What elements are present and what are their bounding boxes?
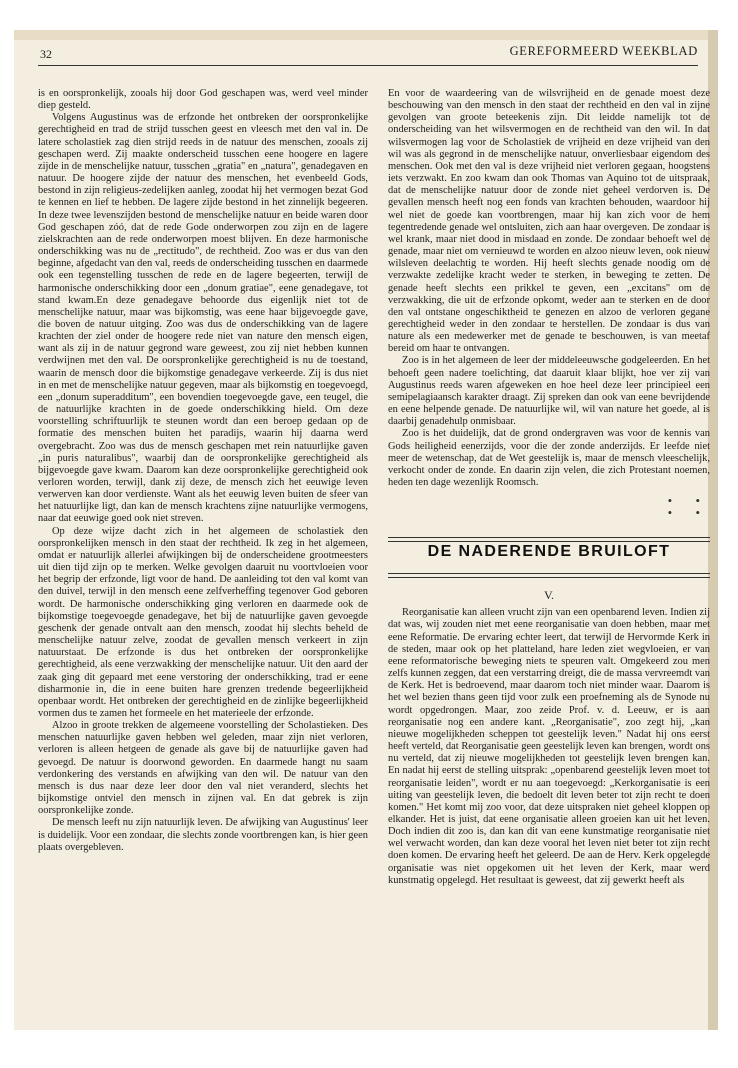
right-column <box>388 88 710 887</box>
paragraph: Zoo is het duidelijk, dat de grond ondergraven was voor de kennis van Gods heiligheid eenerzijds, voor die der zonde anderzijds. Er leefde niet meer de wetenschap, dat de Wet geestelijk is, maar de mensch vleeschelijk, verkocht onder de zonde. En daarin zijn velen, die zich Protestant noemen, heden ten dage wezenlijk Roomsch. <box>388 428 710 488</box>
page-header <box>38 44 698 64</box>
page-top-edge <box>14 30 718 40</box>
paragraph: Op deze wijze dacht zich in het algemeen de scholastiek den oorspronkelijken mensch in den staat der rechtheid. Ik zeg in het algemeen, omdat er natuurlijk allerlei afwijkingen bij de onderscheidene grootmeesters uit dien tijd zijn op te merken. Welke gevolgen daaruit nu voortvloeien voor het begrip der erfzonde, ligt voor de hand. De aanleiding tot den val komt van den duivel, terwijl in den mensch eene zelfverheffing tegenover God geboren wordt. De harmonische onderschikking ging verloren en daarmede ook de bijkomstige toegevoegde genadegave, het bij de natuurlijke gaven gevoegde geschenk der genade ontvalt aan den mensch, zoodat hij slechts beheld de menschelijke natuur zelve, zoodat de gevallen mensch verkeert in zijn natuurstaat. De erfzonde is dus het ontbreken der oorspronkelijke gerechtigheid, als eene verzwakking der menschelijke natuur. Uit den aard der zaak ging dit gepaard met eene verstoring der onderschikking, trad er eene disharmonie in, die in eene buiten hare grenzen tredende begeerlijkheid openbaar wordt. Het ontbreken der gerechtigheid en de zinlijke begeerlijkheid vormen dus te zamen het formeele en het materieele der erfzonde. <box>38 525 368 719</box>
left-column <box>38 88 368 854</box>
paragraph: Reorganisatie kan alleen vrucht zijn van een openbarend leven. Indien zij dat was, wij zouden niet met eene reorganisatie van doen hebben, maar met eene Reformatie. De ervaring echter leert, dat terwijl de Hervormde Kerk in de steden, maar ook op het platteland, hare leden ziet wegvloeien, er van eene reformatorische beweging niets te speuren valt. Omgekeerd zou men zelfs kunnen zeggen, dat een verstarring dreigt, die de massa vervreemdt van de Kerk. Het is bedroevend, maar daarom toch niet minder waar. Daarom is het wel bezien thans geen tijd voor zulk een proefneming als de Synode nu wordt opgedrongen. Maar, zoo zeide Prof. v. d. Leeuw, er is aan reorganisatie nog een andere kant. „Reorganisatie", zoo zegt hij, „kan nieuwe mogelijkheden scheppen tot geestelijk leven." Nadat hij ons eerst heeft verteld, dat Reorganisatie geen geestelijk leven kan brengen, wordt ons nu verteld, dat zij nieuwe mogelijkheden tot geestelijk leven brengen kan. En nadat hij eerst de stelling uitsprak: „openbarend geestelijk leven moet tot reorganisatie leiden", wordt er nu aan toegevoegd: „Kerkorganisatie is een uiting van geestelijk leven, die bedoelt dit leven beter tot zijn recht te doen komen." Het komt mij zoo voor, dat deze uitspraken niet geheel kloppen op elkander. Het is juist, dat eene organisatie alleen groeien kan uit het leven. Doch indien dit zoo is, dan kan dit van eene kunstmatige reorganisatie niet wel verwacht worden, dan kan deze vooral het leven niet beter tot zijn recht doen komen. De ervaring heeft het geleerd. De aan de Herv. Kerk opgelegde organisatie was niet opgekomen uit het leven der Kerk, maar werd kunstmatig opgelegd. Het resultaat is geweest, dat zij gewerkt heeft als <box>388 607 710 886</box>
paragraph: Volgens Augustinus was de erfzonde het ontbreken der oorspronkelijke gerechtigheid en trad de strijd tusschen geest en vleesch met den val in. De latere scholastiek zag dien strijd reeds in de natuur des menschen, zooals zij geschapen werd. Zij maakte onderscheid tusschen eene hoogere en lagere zijde in de menschelijke natuur, tusschen „gratia" en „natura", genadegaven en natuur. De hoogere zijde der natuur des menschen, het evenbeeld Gods, bestond in zijn religieus-zedelijken aanleg, zoodat hij het vermogen bezat God te kennen en lief te hebben. De lagere zijde bestond in het zinnelijk begeeren. In deze twee levenszijden bestond de menschelijke natuur en beide waren door God geschapen zóó, dat de rede Gode onderworpen zou zijn en de lagere zielskrachten aan de rede onderworpen moest blijven. En deze harmonische onderschikking was nu de „rectitudo", de rechtheid. Zoo was er dus van den beginne, afgedacht van den val, reeds de onderscheiding tusschen en daarmede ook een tegenstelling tusschen de rede en de lagere begeerten, terwijl de harmonische onderschikking door een „donum gratiae", eene genadegave, tot stand kwam.En deze genadegave behoorde dus eigenlijk niet tot de menschelijke natuur, maar was bijkomstig, was eene haar bijgevoegde gave, die boven de natuur uitging. Zoo was dus de onderschikking van de lagere krachten der ziel onder de hoogere rede niet van nature den mensch eigen, want als zij in de natuur gegrond ware geweest, zou zij niet hebben kunnen verdwijnen met den val. De oorspronkelijke gerechtigheid is nu de toestand, waarin de mensch door die bijkomstige genadegave verkeerde. Zij is dus niet in en met de menschelijke natuur gegeven, maar als bijkomstig en toegevoegd, een „donum superadditum", een bovendien toegevoegde gave, een teugel, die de natuurlijke krachten in de goede onderschikking hield. Om deze voorstelling schriftuurlijk te steunen wordt dan een beroep gedaan op de formatie des menschen buiten het paradijs, waarin hij daarna werd overgebracht. Zoo was dus de mensch geschapen met rein natuurlijke gaven „in puris naturalibus", waarbij dan de oorspronkelijke gerechtigheid als bijgevoegde gave kwam. Daarom kan deze oorspronkelijke gerechtigheid ook verloren worden, terwijl, dank zij deze, de mensch zich het eeuwige leven verwerven kan door verdienste. Want als het eeuwig leven buiten de sfeer van het natuurlijke ligt, dan kan de mensch krachtens zijne natuurlijke vermogens, naar dat eeuwige goed ook niet streven. <box>38 112 368 525</box>
title-rule <box>388 573 710 574</box>
section-number: V. <box>543 588 555 603</box>
paragraph: Alzoo in groote trekken de algemeene voorstelling der Scholastieken. Des menschen natuurlijke gaven hebben wel geleden, maar zijn niet verloren, verloren is alleen hetgeen de genade als gave bij de natuurlijke gaven had gevoegd. De natuur is doorwond geworden. En daarmede hangt nu saam verdonkering des verstands en afwijking van den wil. De natuur van den mensch is dus naar deze leer door den val niet veranderd, slechts het bijkomstige ontviel den mensch in zijnen val. En dat gebrek is zijn oorspronkelijke zonde. <box>38 720 368 817</box>
ornament-dots: • • <box>667 505 710 521</box>
title-rule <box>388 537 710 538</box>
paragraph: En voor de waardeering van de wilsvrijheid en de genade moest deze beschouwing van den mensch in den staat der rechtheid en den val in zijne gevolgen van groote beteekenis zijn. Dit leidde namelijk tot de onderscheiding van het wilsvermogen en de rechtheid van den wil. In dat wilsvermogen lag voor de Scholastiek de vrijheid en deze vrijheid van den wil was als gegrond in de menschelijke natuur, onverliesbaar eigendom des menschen. Ook met den val is deze vrijheid niet verloren gegaan, hoogstens iets verzwakt. En zoo kwam dan ook Thomas van Aquino tot de uitspraak, dat de menschelijke natuur door de zonde niet geheel verdorven is. De gevallen mensch heeft nog een fonds van krachten behouden, waardoor hij wel niet de goede kan voortbrengen, maar hij kan zich voor de hem tegentredende genade wel ontsluiten, zich aan haar overgeven. De zondaar is wel krank, maar niet dood in misdaad en zonde. De zondaar behoeft wel de genade, maar niet om vernieuwd te worden en alzoo nieuw leven, ook nieuw wilsleven deelachtig te worden. Hij heeft slechts genade noodig om de verzwakte zedelijke kracht weder te sterken, in beweging te zetten. De genade heeft slechts een prikkel te geven, een „excitans" om de verzwakking, die uit de erfzonde opkomt, weder aan te sterken en de door den val ontstane ongeschiktheid te genezen en alzoo de verloren gegane gerechtigheid weder in den zondaar te herstellen. De zondaar is dus van nature als een medewerker met de genade te beschouwen, is van meetaf bereid om haar te ontvangen. <box>388 88 710 355</box>
newspaper-page <box>14 30 718 1030</box>
article-title: DE NADERENDE BRUILOFT <box>427 543 671 561</box>
article-title-box <box>388 533 710 585</box>
title-rule <box>388 577 710 578</box>
header-rule <box>38 65 698 66</box>
paragraph: is en oorspronkelijk, zooals hij door God geschapen was, werd veel minder diep gesteld. <box>38 88 368 112</box>
ornament-dots: • • <box>667 493 710 509</box>
journal-title: GEREFORMEERD WEEKBLAD <box>509 44 698 58</box>
title-rule <box>388 541 710 542</box>
paragraph: De mensch leeft nu zijn natuurlijk leven. De afwijking van Augustinus' leer is duidelijk. Voor een zondaar, die slechts zonde voortbrengen kan, is hier geen plaats overgebleven. <box>38 817 368 853</box>
page-number: 32 <box>40 47 52 61</box>
paragraph: Zoo is in het algemeen de leer der middeleeuwsche godgeleerden. En het behoeft geen nadere toelichting, dat daaruit klaar blijkt, hoe ver zij van Augustinus reeds waren afgeweken en hoe heel deze leer principieel een semipelagiaansch karakter draagt. Zij spreken dan ook van eene bevrijdende en eene helpende genade. De natuurlijke wil, wil van nature het goede, al is daarbij genadehulp onmisbaar. <box>388 355 710 428</box>
